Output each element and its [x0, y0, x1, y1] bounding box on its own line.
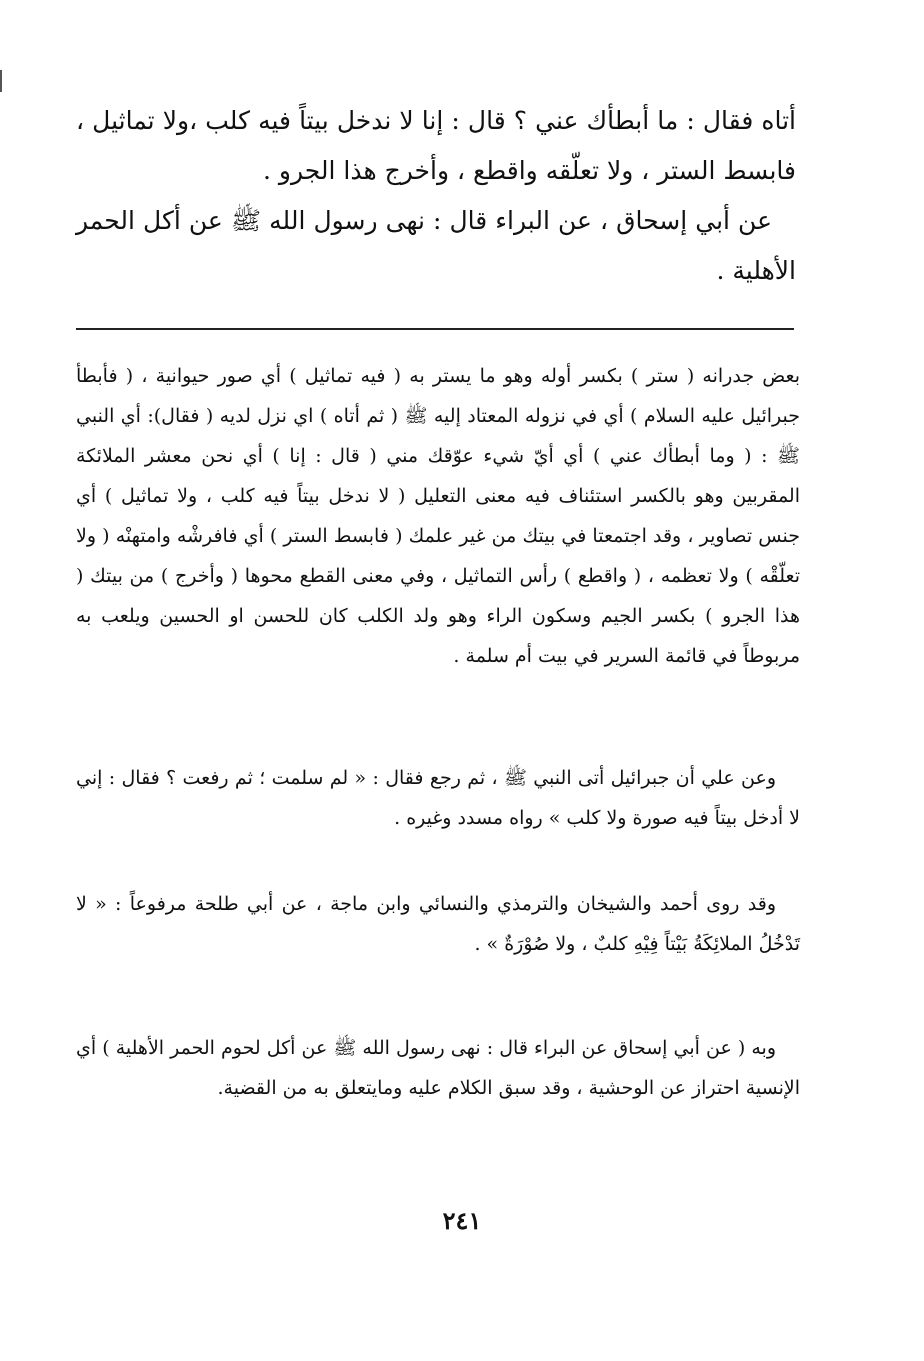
- commentary-paragraph: وعن علي أن جبرائيل أتى النبي ﷺ ، ثم رجع فقال : « لم سلمت ؛ ثم رفعت ؟ فقال : إني لا أدخل بيتاً فيه صورة ولا كلب » رواه مسدد وغيره .: [76, 767, 800, 829]
- main-paragraph: عن أبي إسحاق ، عن البراء قال : نهى رسول الله ﷺ عن أكل الحمر الأهلية .: [76, 206, 796, 285]
- page-number: ٢٤١: [442, 1206, 482, 1235]
- scan-edge-mark: [0, 70, 2, 92]
- commentary-paragraph: وقد روى أحمد والشيخان والترمذي والنسائي وابن ماجة ، عن أبي طلحة مرفوعاً : « لا تَدْخُلُ الملائِكَةُ بَيْتاً فِيْهِ كلبٌ ، ولا صُوْرَةٌ » .: [76, 893, 800, 955]
- main-text: [76, 96, 796, 296]
- commentary-paragraph: وبه ( عن أبي إسحاق عن البراء قال : نهى رسول الله ﷺ عن أكل لحوم الحمر الأهلية ) أي الإنسية احتراز عن الوحشية ، وقد سبق الكلام عليه ومايتعلق به من القضية.: [76, 1037, 800, 1099]
- commentary-text: [76, 356, 800, 676]
- commentary-paragraph: بعض جدرانه ( ستر ) بكسر أوله وهو ما يستر به ( فيه تماثيل ) أي صور حيوانية ، ( فأبطأ جبرائيل عليه السلام ) أي في نزوله المعتاد إليه ﷺ ( ثم أتاه ) اي نزل لديه ( فقال): أي النبي ﷺ : ( وما أبطأك عني ) أي أيّ شيء عوّقك مني ( قال : إنا ) أي نحن معشر الملائكة المقربين وهو بالكسر استئناف فيه معنى التعليل ( لا ندخل بيتاً فيه كلب ، ولا تماثيل ) أي جنس تصاوير ، وقد اجتمعتا في بيتك من غير علمك ( فابسط الستر ) أي فافرشْه وامتهنْه ( ولا تعلّقْه ) ولا تعظمه ، ( واقطع ) رأس التماثيل ، وفي معنى القطع محوها ( وأخرج ) من بيتك ( هذا الجرو ) بكسر الجيم وسكون الراء وهو ولد الكلب كان للحسن او الحسين ويلعب به مربوطاً في قائمة السرير في بيت أم سلمة .: [76, 365, 800, 667]
- main-paragraph: أتاه فقال : ما أبطأك عني ؟ قال : إنا لا ندخل بيتاً فيه كلب ،ولا تماثيل ، فابسط الستر ، ولا تعلّقه واقطع ، وأخرج هذا الجرو .: [76, 106, 796, 185]
- footnote-separator-line: [76, 328, 794, 330]
